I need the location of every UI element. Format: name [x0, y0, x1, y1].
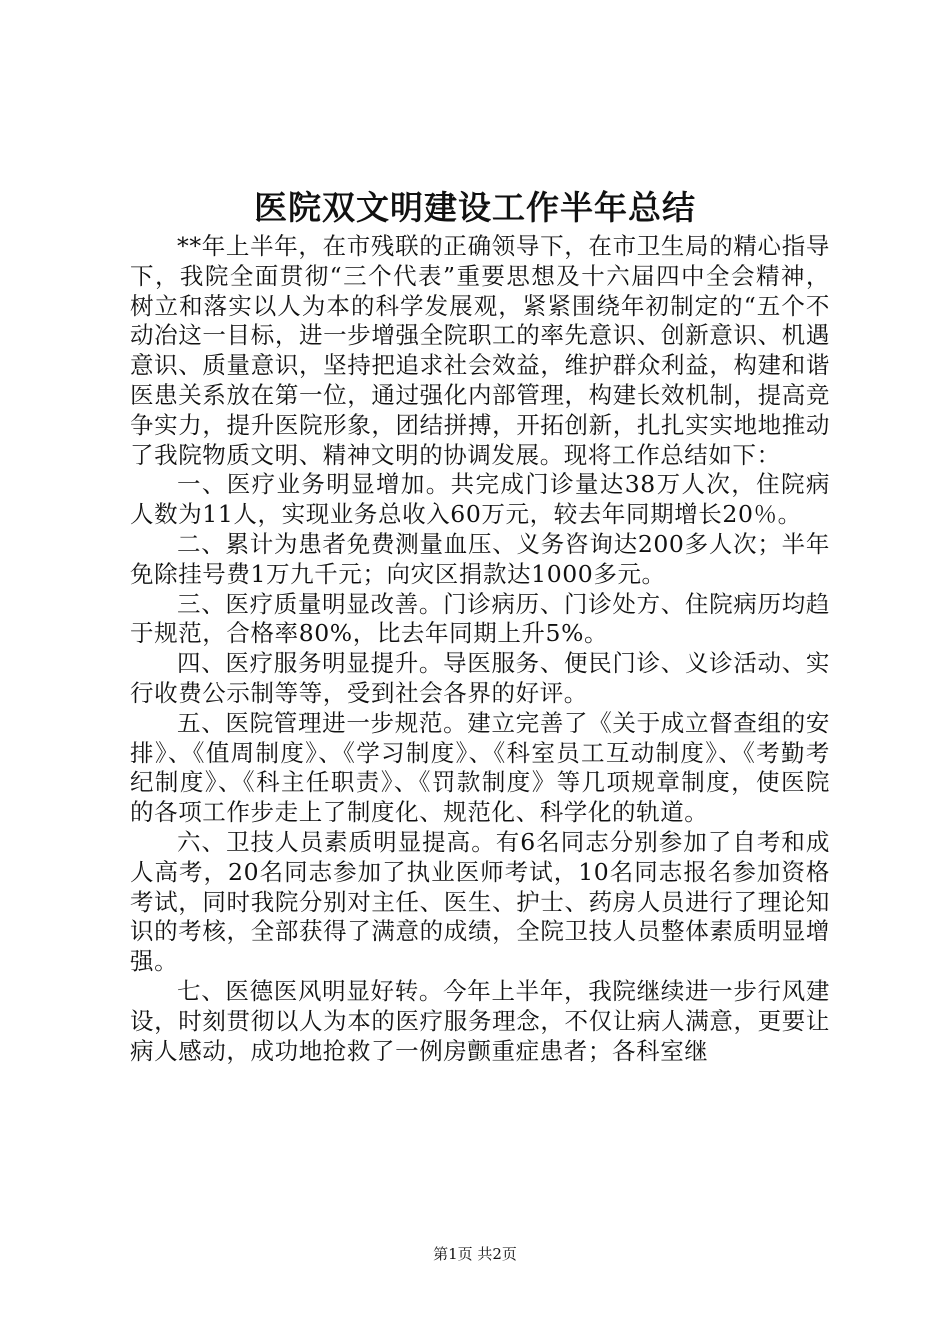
paragraph-section-5: 五、医院管理进一步规范。建立完善了《关于成立督查组的安排》、《值周制度》、《学习制度》、《科室员工互动制度》、《考勤考纪制度》、《科主任职责》、《罚款制度》等几项规章制度，使医院的各项工作步走上了制度化、规范化、科学化的轨道。 — [130, 708, 830, 827]
paragraph-intro: **年上半年，在市残联的正确领导下，在市卫生局的精心指导下，我院全面贯彻“三个代表”重要思想及十六届四中全会精神，树立和落实以人为本的科学发展观，紧紧围绕年初制定的“五个不动冶这一目标，进一步增强全院职工的率先意识、创新意识、机遇意识、质量意识，坚持把追求社会效益，维护群众利益，构建和谐医患关系放在第一位，通过强化内部管理，构建长效机制，提高竞争实力，提升医院形象，团结拼搏，开拓创新，扎扎实实地地推动了我院物质文明、精神文明的协调发展。现将工作总结如下： — [130, 232, 830, 469]
paragraph-section-2: 二、累计为患者免费测量血压、义务咨询达200多人次；半年免除挂号费1万九千元；向灾区捐款达1000多元。 — [130, 529, 830, 588]
page-number-footer: 第1页 共2页 — [433, 1245, 517, 1263]
paragraph-section-7: 七、医德医风明显好转。今年上半年，我院继续进一步行风建设，时刻贯彻以人为本的医疗服务理念，不仅让病人满意，更要让病人感动，成功地抢救了一例房颤重症患者；各科室继 — [130, 976, 830, 1065]
paragraph-section-4: 四、医疗服务明显提升。导医服务、便民门诊、义诊活动、实行收费公示制等等，受到社会各界的好评。 — [130, 649, 830, 707]
document-body — [130, 232, 830, 1066]
paragraph-section-3: 三、医疗质量明显改善。门诊病历、门诊处方、住院病历均趋于规范，合格率80%，比去年同期上升5%。 — [130, 589, 830, 648]
paragraph-section-1: 一、医疗业务明显增加。共完成门诊量达38万人次，住院病人数为11人，实现业务总收入60万元，较去年同期增长20％。 — [130, 470, 830, 529]
document-title: 医院双文明建设工作半年总结 — [254, 188, 696, 227]
paragraph-section-6: 六、卫技人员素质明显提高。有6名同志分别参加了自考和成人高考，20名同志参加了执业医师考试，10名同志报名参加资格考试，同时我院分别对主任、医生、护士、药房人员进行了理论知识的考核，全部获得了满意的成绩，全院卫技人员整体素质明显增强。 — [130, 827, 830, 976]
